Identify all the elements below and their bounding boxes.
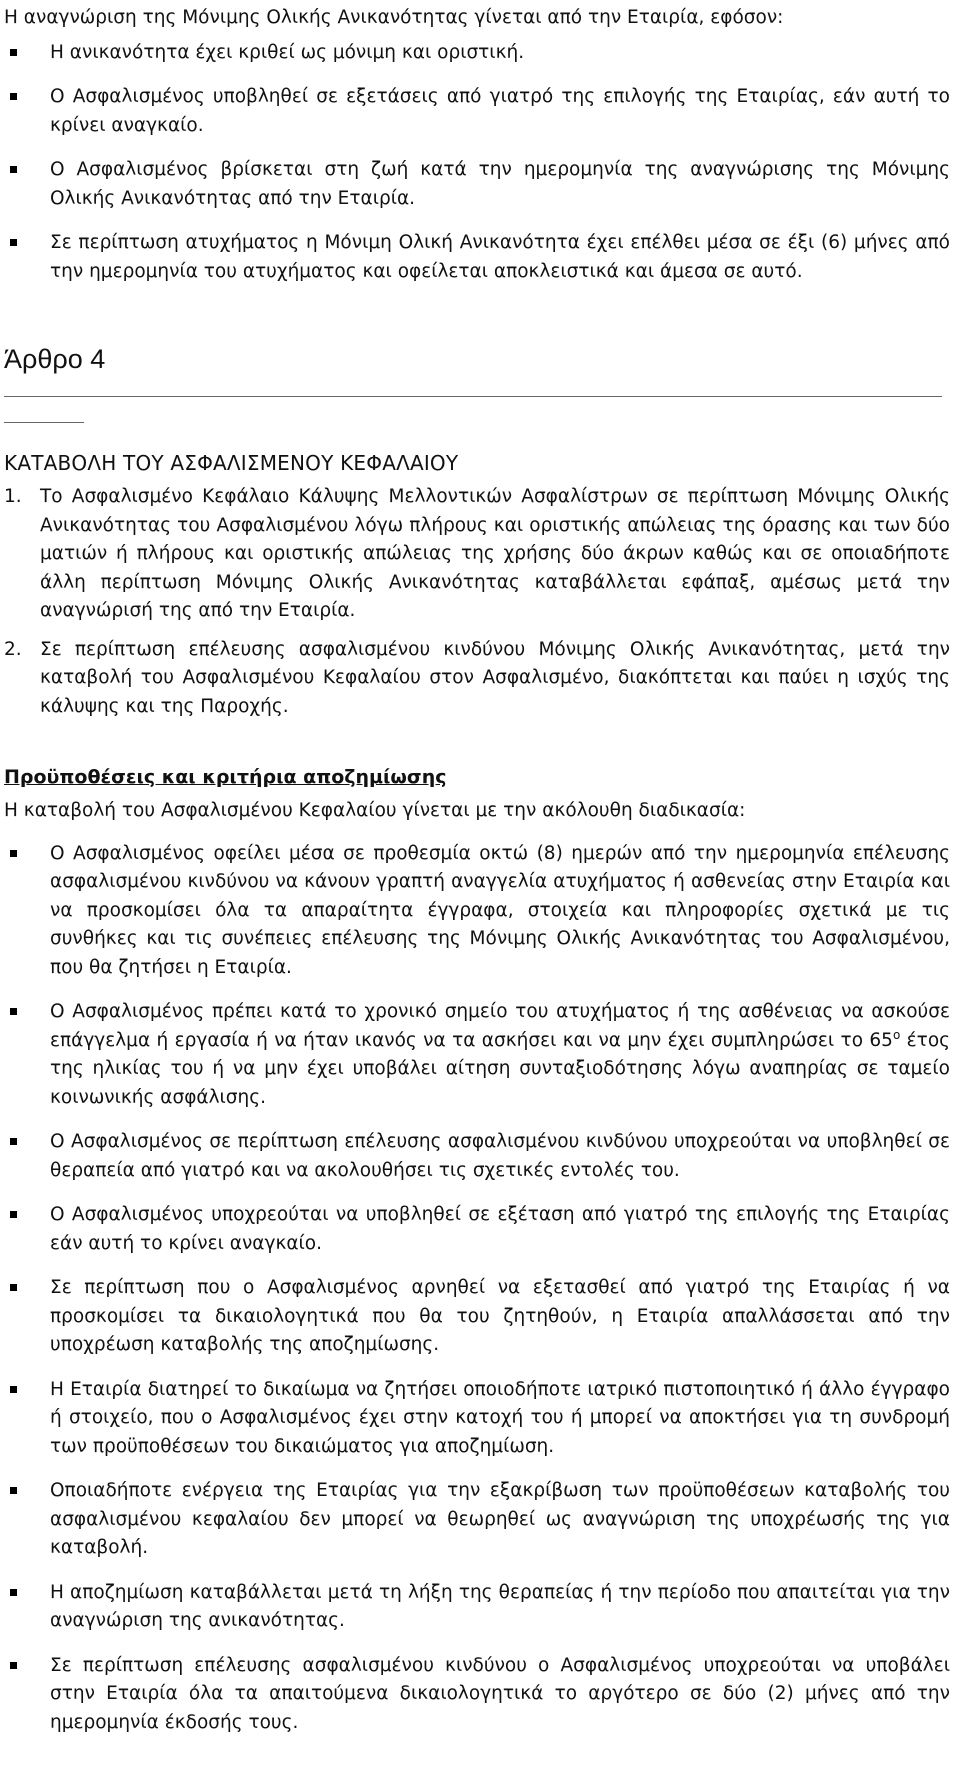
condition-text: Η ανικανότητα έχει κριθεί ως μόνιμη και οριστική.: [50, 41, 525, 63]
bullet-square-icon: [10, 1662, 17, 1669]
recognition-conditions-list: [4, 39, 950, 287]
bullet-square-icon: [10, 239, 17, 246]
bullet-square-icon: [10, 1008, 17, 1015]
heading-divider-short: [4, 422, 84, 423]
procedure-text: Ο Ασφαλισμένος οφείλει μέσα σε προθεσμία οκτώ (8) ημερών από την ημερομηνία επέλευσης ασφαλισμένου κινδύνου να κάνουν γραπτή αναγγελία ατυχήματος ή ασθενείας στην Εταιρία και να προσκομίσει όλα τα απαραίτητα έγγραφα, στοιχεία και πληροφορίες σχετικά με τις συνθήκες και τις συνέπειες επέλευσης της Μόνιμης Ολικής Ανικανότητας του Ασφαλισμένου, που θα ζητήσει η Εταιρία.: [50, 842, 950, 978]
procedure-text: Σε περίπτωση που ο Ασφαλισμένος αρνηθεί να εξετασθεί από γιατρό της Εταιρίας ή να προσκομίσει τα δικαιολογητικά που θα του ζητηθούν, η Εταιρία απαλλάσσεται από την υποχρέωση καταβολής της αποζημίωσης.: [50, 1277, 950, 1355]
numbered-item: [4, 483, 950, 626]
article-title: ΚΑΤΑΒΟΛΗ ΤΟΥ ΑΣΦΑΛΙΣΜΕΝΟΥ ΚΕΦΑΛΑΙΟΥ: [4, 451, 459, 475]
condition-item: [4, 229, 950, 286]
article-numbered-list: [4, 483, 950, 721]
procedure-text: Ο Ασφαλισμένος σε περίπτωση επέλευσης ασφαλισμένου κινδύνου υποχρεούται να υποβληθεί σε θεραπεία από γιατρό και να ακολουθήσει τις σχετικές εντολές του.: [50, 1131, 950, 1181]
item-number: 2.: [4, 638, 22, 660]
procedure-item: [4, 1579, 950, 1636]
numbered-item: [4, 636, 950, 722]
condition-item: [4, 39, 950, 68]
condition-item: [4, 156, 950, 213]
procedure-text: Ο Ασφαλισμένος υποχρεούται να υποβληθεί σε εξέταση από γιατρό της επιλογής της Εταιρίας εάν αυτή το κρίνει αναγκαίο.: [50, 1204, 950, 1254]
heading-divider-long: [4, 396, 942, 397]
procedure-item: [4, 1477, 950, 1563]
bullet-square-icon: [10, 166, 17, 173]
procedure-text: Η Εταιρία διατηρεί το δικαίωμα να ζητήσει οποιοδήποτε ιατρικό πιστοποιητικό ή άλλο έγγραφο ή στοιχείο, που ο Ασφαλισμένος έχει στην κατοχή του ή μπορεί να αποκτήσει για τη συνδρομή των προϋποθέσεων του δικαιώματος για αποζημίωση.: [50, 1378, 950, 1457]
item-number: 1.: [4, 486, 22, 507]
compensation-intro: Η καταβολή του Ασφαλισμένου Κεφαλαίου γίνεται με την ακόλουθη διαδικασία:: [4, 800, 746, 821]
bullet-square-icon: [10, 1284, 17, 1291]
article-heading: Άρθρο 4: [4, 344, 106, 374]
item-text: Σε περίπτωση επέλευσης ασφαλισμένου κινδύνου Μόνιμης Ολικής Ανικανότητας, μετά την καταβολή του Ασφαλισμένου Κεφαλαίου στον Ασφαλισμένο, διακόπτεται και παύει η ισχύς της κάλυψης και της Παροχής.: [40, 638, 950, 717]
bullet-square-icon: [10, 93, 17, 100]
recognition-intro: Η αναγνώριση της Μόνιμης Ολικής Ανικανότητας γίνεται από την Εταιρία, εφόσον:: [4, 7, 784, 28]
procedure-text: Οποιαδήποτε ενέργεια της Εταιρίας για την εξακρίβωση των προϋποθέσεων καταβολής του ασφαλισμένου κεφαλαίου δεν μπορεί να θεωρηθεί ως αναγνώριση της υποχρέωσής της για καταβολή.: [50, 1480, 950, 1558]
compensation-heading: Προϋποθέσεις και κριτήρια αποζημίωσης: [4, 766, 447, 788]
procedure-item: [4, 1128, 950, 1185]
procedure-text: Σε περίπτωση επέλευσης ασφαλισμένου κινδύνου ο Ασφαλισμένος υποχρεούται να υποβάλει στην Εταιρία όλα τα απαιτούμενα δικαιολογητικά το αργότερο σε δύο (2) μήνες από την ημερομηνία έκδοσής τους.: [50, 1654, 950, 1733]
procedure-item: [4, 1274, 950, 1360]
bullet-square-icon: [10, 1211, 17, 1218]
procedure-text-after: έτος της ηλικίας του ή να μην έχει υποβάλει αίτηση συνταξιοδότησης λόγω αναπηρίας σε ταμείο κοινωνικής ασφάλισης.: [50, 1029, 950, 1108]
bullet-square-icon: [10, 1386, 17, 1393]
condition-item: [4, 83, 950, 140]
compensation-procedure-list: [4, 840, 950, 1738]
procedure-item: [4, 840, 950, 983]
bullet-square-icon: [10, 850, 17, 857]
ordinal-superscript: ο: [892, 1027, 901, 1042]
condition-text: Ο Ασφαλισμένος υποβληθεί σε εξετάσεις από γιατρό της επιλογής της Εταιρίας, εάν αυτή το κρίνει αναγκαίο.: [50, 86, 950, 136]
bullet-square-icon: [10, 1589, 17, 1596]
item-text: Το Ασφαλισμένο Κεφάλαιο Κάλυψης Μελλοντικών Ασφαλίστρων σε περίπτωση Μόνιμης Ολικής Ανικανότητας του Ασφαλισμένου λόγω πλήρους και οριστικής απώλειας της όρασης και των δύο ματιών ή πλήρους και οριστικής απώλειας της χρήσης δύο άκρων καθώς και σε οποιαδήποτε άλλη περίπτωση Μόνιμης Ολικής Ανικανότητας καταβάλλεται εφάπαξ, αμέσως μετά την αναγνώρισή της από την Εταιρία.: [40, 486, 950, 621]
bullet-square-icon: [10, 49, 17, 56]
bullet-square-icon: [10, 1138, 17, 1145]
condition-text: Σε περίπτωση ατυχήματος η Μόνιμη Ολική Ανικανότητα έχει επέλθει μέσα σε έξι (6) μήνες από την ημερομηνία του ατυχήματος και οφείλεται αποκλειστικά και άμεσα σε αυτό.: [50, 232, 950, 282]
procedure-item: [4, 1652, 950, 1738]
procedure-item-age: [4, 998, 950, 1112]
procedure-text-before: Ο Ασφαλισμένος πρέπει κατά το χρονικό σημείο του ατυχήματος ή της ασθένειας να ασκούσε επάγγελμα ή εργασία ή να ήταν ικανός να τα ασκήσει και να μην έχει συμπληρώσει το 65: [50, 1001, 950, 1051]
procedure-item: [4, 1376, 950, 1462]
bullet-square-icon: [10, 1487, 17, 1494]
procedure-item: [4, 1201, 950, 1258]
condition-text: Ο Ασφαλισμένος βρίσκεται στη ζωή κατά την ημερομηνία της αναγνώρισης της Μόνιμης Ολικής Ανικανότητας από την Εταιρία.: [50, 159, 950, 209]
procedure-text: Η αποζημίωση καταβάλλεται μετά τη λήξη της θεραπείας ή την περίοδο που απαιτείται για την αναγνώριση της ανικανότητας.: [50, 1581, 950, 1631]
